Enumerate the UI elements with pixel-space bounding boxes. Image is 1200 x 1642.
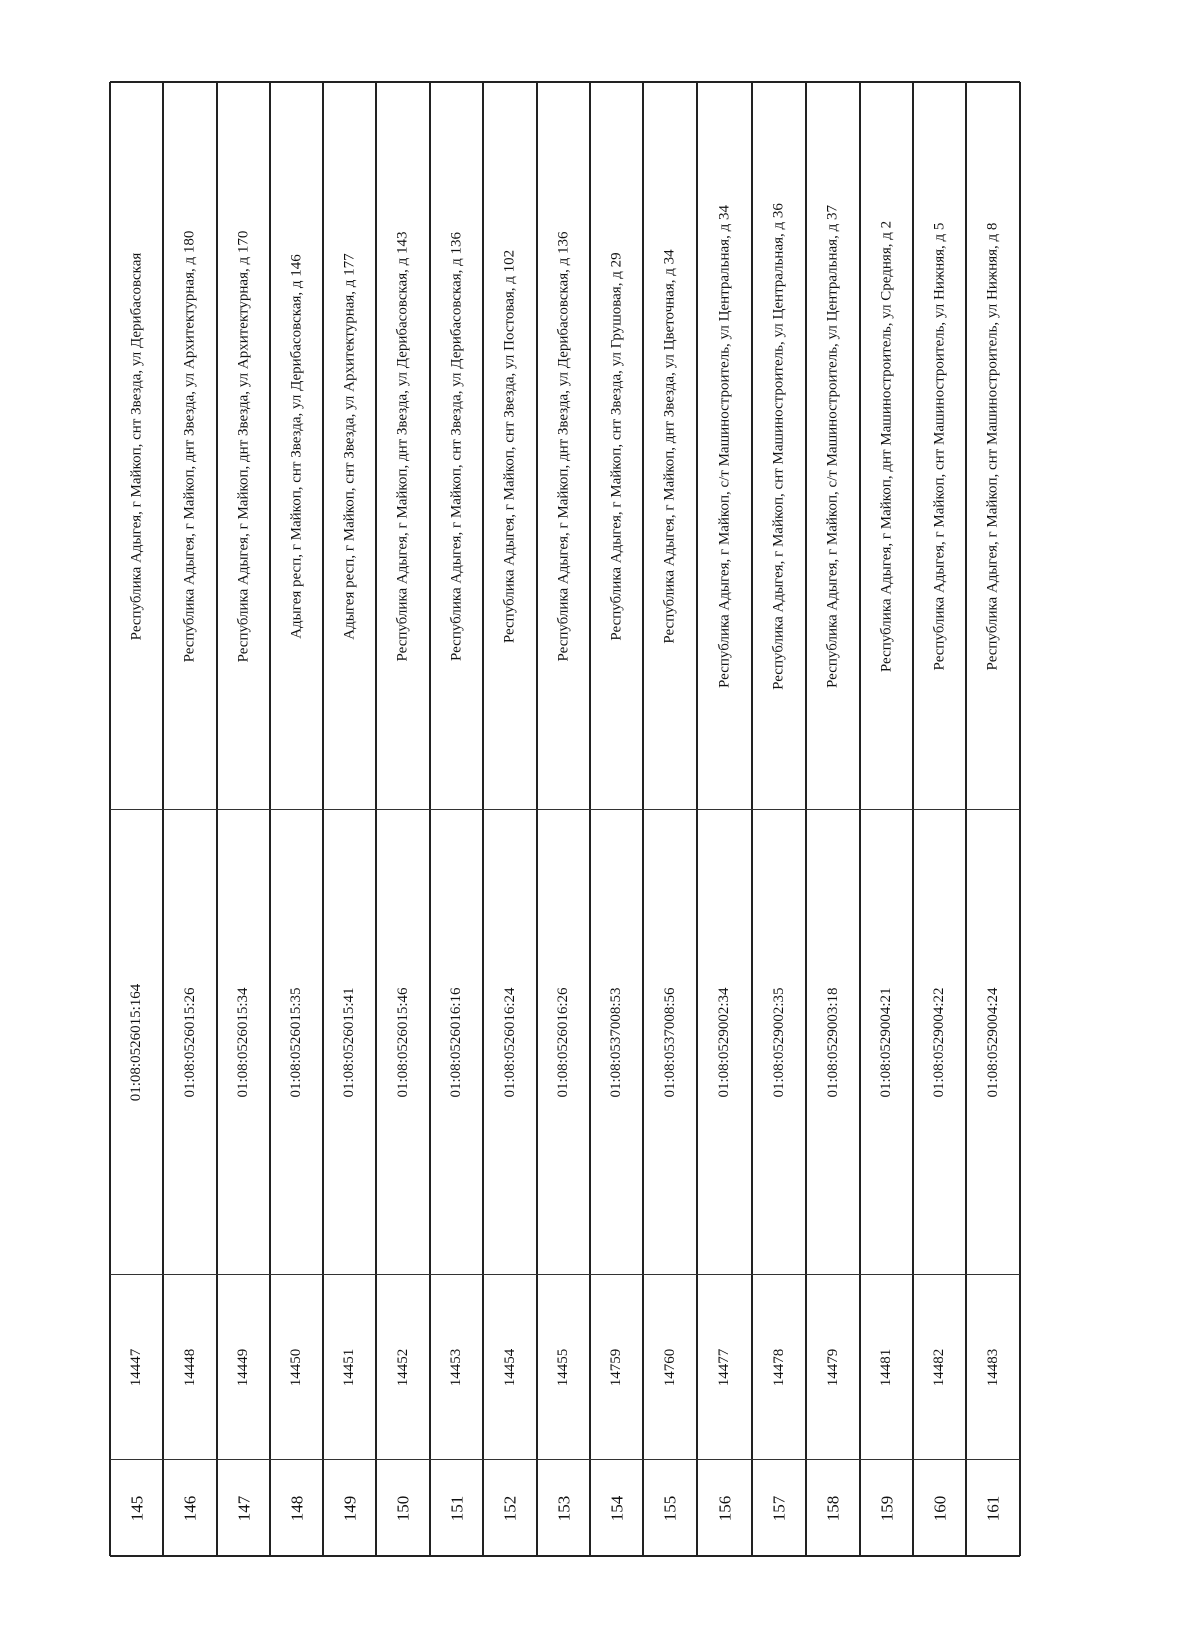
cell-number: 154 <box>607 1495 626 1521</box>
table-column-border <box>751 82 753 1556</box>
cell-number: 157 <box>769 1495 789 1521</box>
cell-code: 14452 <box>394 1348 411 1387</box>
table-column-border <box>269 82 271 1556</box>
cell-code: 14477 <box>716 1348 732 1387</box>
table-column-border <box>322 82 324 1556</box>
cell-number: 158 <box>823 1495 843 1521</box>
cell-cadastral: 01:08:0526016:16 <box>448 987 464 1098</box>
cell-cadastral: 01:08:0529002:35 <box>770 987 787 1098</box>
cell-address: Адыгея респ, г Майкоп, снт Звезда, ул Дерибасовская, д 146 <box>288 253 304 639</box>
cell-number: 151 <box>447 1495 466 1521</box>
cell-address: Республика Адыгея, г Майкоп, днт Звезда, ул Дерибасовская, д 143 <box>394 231 411 661</box>
table-row-border <box>110 809 1020 810</box>
table-column-border <box>912 82 914 1556</box>
cell-code: 14483 <box>984 1348 1001 1387</box>
cell-address: Республика Адыгея, г Майкоп, снт Звезда, ул Дерибасовская, д 136 <box>448 231 464 661</box>
cell-address: Республика Адыгея, г Майкоп, днт Звезда, ул Архитектурная, д 170 <box>235 230 251 662</box>
table-row-border <box>110 1555 1020 1557</box>
cell-cadastral: 01:08:0529004:22 <box>931 987 947 1098</box>
table-row-border <box>110 1459 1020 1460</box>
cell-cadastral: 01:08:0529004:24 <box>984 987 1001 1098</box>
cell-number: 155 <box>660 1495 680 1521</box>
cell-code: 14481 <box>878 1348 894 1387</box>
table-column-border <box>965 82 967 1556</box>
cell-cadastral: 01:08:0526015:35 <box>288 987 304 1098</box>
cell-cadastral: 01:08:0526015:41 <box>341 987 357 1098</box>
cell-address: Республика Адыгея, г Майкоп, снт Звезда, ул Постовая, д 102 <box>501 249 518 643</box>
cell-code: 14453 <box>448 1348 464 1387</box>
cell-address: Республика Адыгея, г Майкоп, днт Звезда, ул Архитектурная, д 180 <box>181 230 198 662</box>
cell-code: 14447 <box>128 1348 144 1387</box>
cell-address: Республика Адыгея, г Майкоп, днт Машиностроитель, ул Средняя, д 2 <box>878 220 894 672</box>
cell-cadastral: 01:08:0526016:26 <box>555 987 571 1098</box>
table-column-border <box>1019 82 1021 1556</box>
cell-address: Республика Адыгея, г Майкоп, с/т Машиностроитель, ул Центральная, д 37 <box>824 204 841 688</box>
table-column-border <box>216 82 218 1556</box>
cell-number: 156 <box>715 1495 734 1521</box>
cell-code: 14454 <box>501 1348 518 1387</box>
cell-cadastral: 01:08:0529002:34 <box>716 987 732 1098</box>
cell-number: 160 <box>930 1495 949 1521</box>
cell-number: 150 <box>393 1495 413 1521</box>
cell-cadastral: 01:08:0526016:24 <box>501 987 518 1098</box>
table-column-border <box>109 82 111 1556</box>
table-column-border <box>642 82 644 1556</box>
cell-cadastral: 01:08:0537008:53 <box>608 987 624 1098</box>
cell-address: Республика Адыгея, г Майкоп, с/т Машиностроитель, ул Центральная, д 34 <box>716 204 732 688</box>
cell-number: 161 <box>983 1495 1003 1521</box>
cell-address: Республика Адыгея, г Майкоп, снт Машиностроитель, ул Нижняя, д 5 <box>931 222 947 670</box>
cell-number: 159 <box>877 1495 896 1521</box>
cell-address: Республика Адыгея, г Майкоп, днт Звезда, ул Цветочная, д 34 <box>661 248 678 644</box>
cell-number: 145 <box>127 1495 146 1521</box>
cell-code: 14478 <box>770 1348 787 1387</box>
cell-cadastral: 01:08:0526015:164 <box>128 983 144 1102</box>
cell-code: 14449 <box>235 1348 251 1387</box>
cell-cadastral: 01:08:0537008:56 <box>661 987 678 1098</box>
cell-code: 14451 <box>341 1348 357 1387</box>
cell-address: Республика Адыгея, г Майкоп, днт Звезда, ул Дерибасовская, д 136 <box>555 231 571 661</box>
table-column-border <box>589 82 591 1556</box>
table-column-border <box>429 82 431 1556</box>
cell-code: 14759 <box>608 1348 624 1387</box>
cell-number: 146 <box>180 1495 200 1521</box>
cell-number: 152 <box>500 1495 520 1521</box>
cell-number: 153 <box>554 1495 573 1521</box>
table-column-border <box>805 82 807 1556</box>
cell-address: Республика Адыгея, г Майкоп, снт Звезда, ул Грушовая, д 29 <box>608 251 624 641</box>
cell-number: 148 <box>287 1495 306 1521</box>
cell-address: Республика Адыгея, г Майкоп, снт Машиностроитель, ул Центральная, д 36 <box>770 202 787 690</box>
table-column-border <box>536 82 538 1556</box>
table-column-border <box>859 82 861 1556</box>
cell-address: Республика Адыгея, г Майкоп, снт Машиностроитель, ул Нижняя, д 8 <box>984 222 1001 670</box>
cell-cadastral: 01:08:0529004:21 <box>878 987 894 1098</box>
table-column-border <box>162 82 164 1556</box>
cell-number: 149 <box>340 1495 359 1521</box>
cell-address: Адыгея респ, г Майкоп, снт Звезда, ул Архитектурная, д 177 <box>341 252 357 640</box>
cell-address: Республика Адыгея, г Майкоп, снт Звезда, ул Дерибасовская <box>128 252 144 640</box>
table-column-border <box>696 82 698 1556</box>
table-column-border <box>375 82 377 1556</box>
cell-code: 14455 <box>555 1348 571 1387</box>
table-row-border <box>110 81 1020 83</box>
cell-code: 14479 <box>824 1348 841 1387</box>
cell-code: 14450 <box>288 1348 304 1387</box>
cell-cadastral: 01:08:0526015:26 <box>181 987 198 1098</box>
cell-cadastral: 01:08:0526015:46 <box>394 987 411 1098</box>
table-row-border <box>110 1274 1020 1275</box>
cell-number: 147 <box>234 1495 253 1521</box>
table-column-border <box>482 82 484 1556</box>
cell-cadastral: 01:08:0529003:18 <box>824 987 841 1098</box>
cell-code: 14482 <box>931 1348 947 1387</box>
cell-cadastral: 01:08:0526015:34 <box>235 987 251 1098</box>
cell-code: 14448 <box>181 1348 198 1387</box>
cell-code: 14760 <box>661 1348 678 1387</box>
